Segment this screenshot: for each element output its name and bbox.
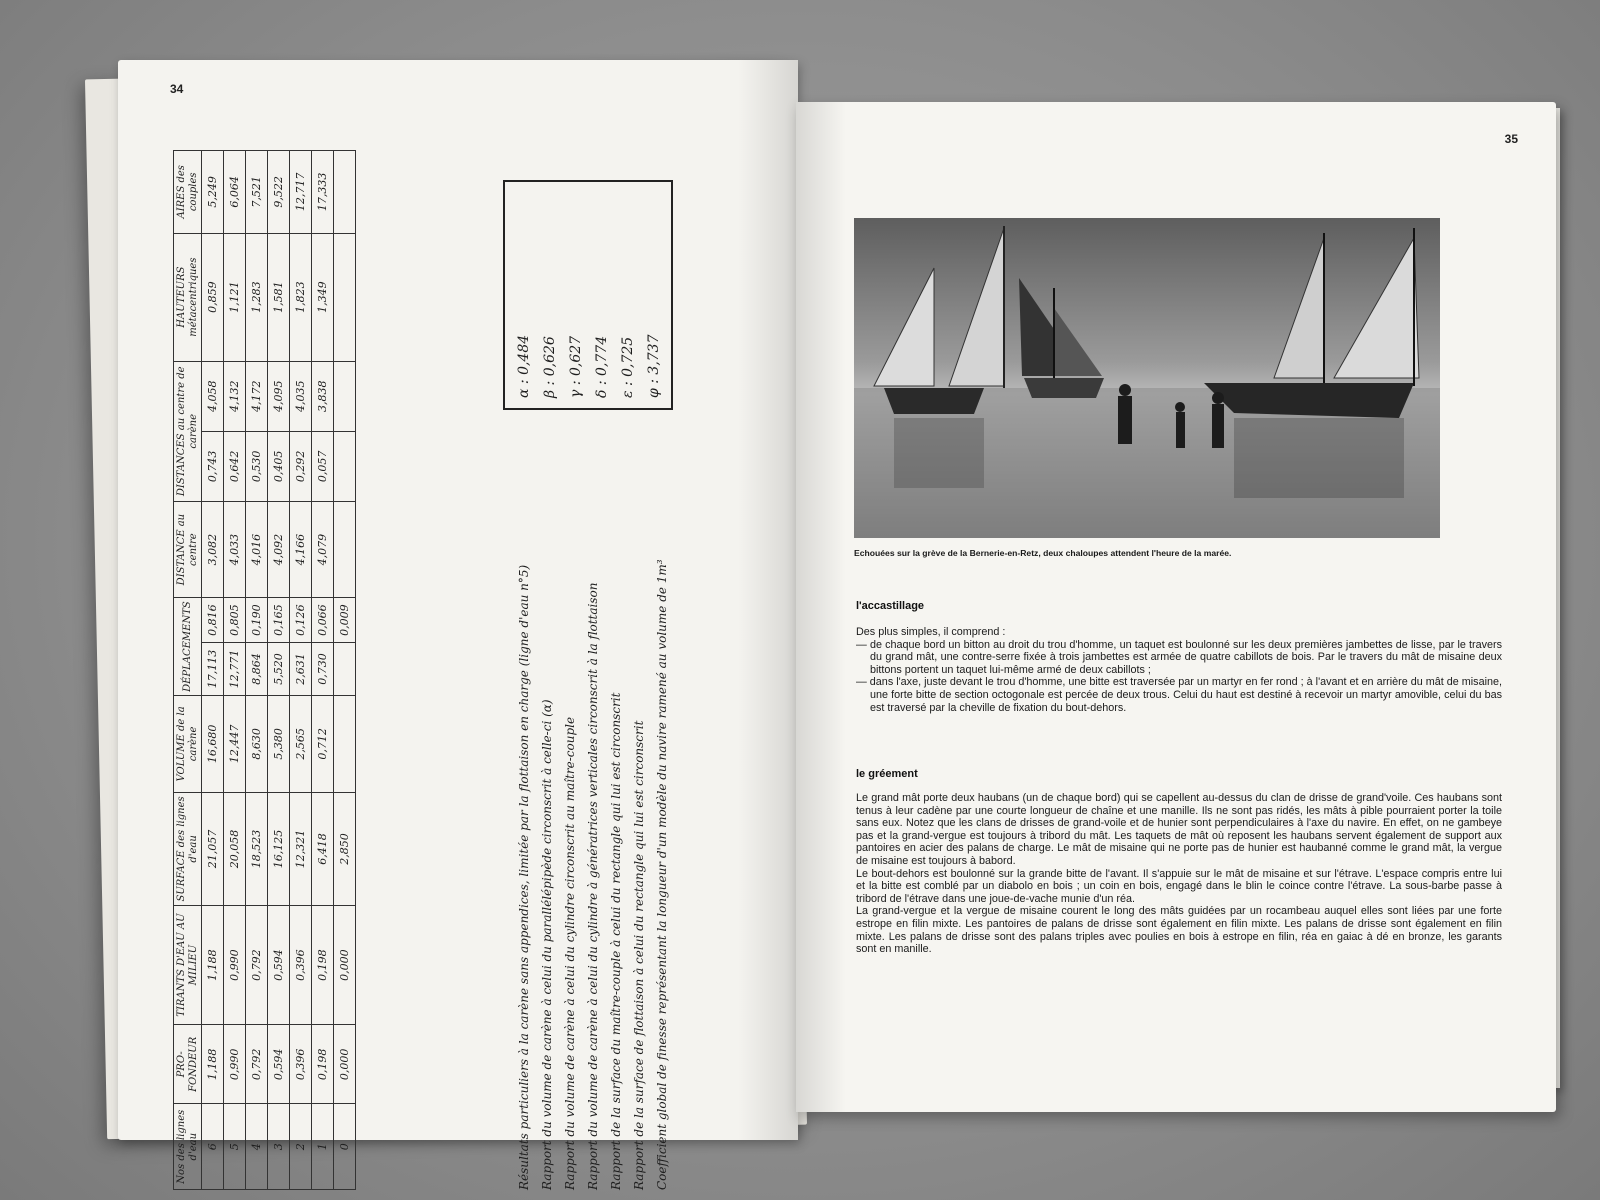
table-cell: 5,380 bbox=[268, 695, 290, 792]
table-cell: 12,717 bbox=[290, 151, 312, 234]
table-cell: 0,816 bbox=[202, 598, 224, 643]
table-cell: 17,113 bbox=[202, 643, 224, 696]
table-cell: 5,249 bbox=[202, 151, 224, 234]
table-cell: 3,838 bbox=[312, 361, 334, 431]
greement-paragraph-2: Le bout-dehors est boulonné sur la grande bitte de l'avant. Il s'appuie sur le mât de misaine et sur l'étrave. L'espace compris entre lui et la bitte est comblé par un diabolo en bois ; un coin en bois, engagé dans le blin le coince contre l'étrave. La sous-barbe passe à tribord de l'étrave dans une joue-de-vache munie d'un réa. bbox=[856, 867, 1502, 905]
hydrostatic-table bbox=[173, 150, 356, 1190]
table-cell: 0,792 bbox=[246, 1025, 268, 1104]
th-8: HAUTEURS métacentriques bbox=[174, 233, 202, 361]
greement-paragraph-3: La grand-vergue et la vergue de misaine courent le long des mâts guidées par un rocambeau auquel elles sont liées par une forte estrope en filin mixte. Les pantoires de palans de drisse sont également en filin mixte. Les palans de drisse sont également en filin mixte. Les palans de drisse sont des palans triples avec poulies en bois à estrope en filin, réa en gaiac à dé en bronze, les garants sont en manille. bbox=[856, 905, 1502, 956]
table-cell: 1,188 bbox=[202, 905, 224, 1024]
table-cell: 4,132 bbox=[224, 361, 246, 431]
table-cell: 1,581 bbox=[268, 233, 290, 361]
table-cell: 4,035 bbox=[290, 361, 312, 431]
table-cell: 4,092 bbox=[268, 501, 290, 597]
th-9: AIRES des couples bbox=[174, 151, 202, 234]
table-cell: 0,405 bbox=[268, 431, 290, 501]
table-cell: 0,712 bbox=[312, 695, 334, 792]
th-6: DISTANCE au centre bbox=[174, 501, 202, 597]
coef-epsilon: ε : 0,725 bbox=[620, 336, 636, 398]
table-cell: 0,000 bbox=[334, 905, 356, 1024]
result-line: Rapport du volume de carène à celui du cylindre à génératrices verticales circonscrit à la flottaison bbox=[586, 582, 600, 1190]
accastillage-intro: Des plus simples, il comprend : bbox=[856, 626, 1006, 638]
table-row bbox=[268, 151, 290, 1190]
table-cell: 0,990 bbox=[224, 1025, 246, 1104]
table-cell: 0,000 bbox=[334, 1025, 356, 1104]
table-cell: 1,121 bbox=[224, 233, 246, 361]
table-cell: 2,631 bbox=[290, 643, 312, 696]
table-cell: 1 bbox=[312, 1104, 334, 1190]
table-cell: 0,126 bbox=[290, 598, 312, 643]
left-page bbox=[118, 60, 798, 1190]
th-2: TIRANTS D'EAU AU MILIEU bbox=[174, 905, 202, 1024]
table-cell: 0,730 bbox=[312, 643, 334, 696]
table-cell: 0,292 bbox=[290, 431, 312, 501]
th-5: DÉPLACEMENTS bbox=[174, 598, 202, 696]
table-cell: 8,630 bbox=[246, 695, 268, 792]
table-cell: 12,447 bbox=[224, 695, 246, 792]
page-number-left: 34 bbox=[170, 82, 184, 96]
photo-caption: Echouées sur la grève de la Bernerie-en-Retz, deux chaloupes attendent l'heure de la marée. bbox=[854, 548, 1232, 558]
table-cell: 0,396 bbox=[290, 1025, 312, 1104]
table-cell: 1,349 bbox=[312, 233, 334, 361]
table-cell: 0,743 bbox=[202, 431, 224, 501]
accastillage-item-1: — de chaque bord un bitton au droit du trou d'homme, un taquet est boulonné sur les deux premières jambettes de lisse, par le travers du grand mât, une contre-serre fixée à trois jambettes est armée de quatre cabillots de bois. Par le travers du mât de misaine deux bittons portent un taquet lui-même armé de deux cabillots ; bbox=[856, 638, 1502, 676]
table-cell: 0,009 bbox=[334, 598, 356, 643]
greement-text bbox=[856, 792, 1502, 956]
table-cell: 4,095 bbox=[268, 361, 290, 431]
accastillage-text bbox=[856, 626, 1502, 714]
result-line: Rapport de la surface du maître-couple à celui du rectangle qui lui est circonscrit bbox=[609, 692, 623, 1190]
rotated-handwritten-sheet bbox=[173, 150, 723, 1190]
table-cell: 1,823 bbox=[290, 233, 312, 361]
table-cell: 0,530 bbox=[246, 431, 268, 501]
coef-alpha: α : 0,484 bbox=[516, 334, 532, 398]
table-row bbox=[290, 151, 312, 1190]
table-cell: 0,190 bbox=[246, 598, 268, 643]
table-cell: 6 bbox=[202, 1104, 224, 1190]
table-cell: 0,066 bbox=[312, 598, 334, 643]
boats-photo-image bbox=[854, 218, 1440, 538]
table-cell: 5,520 bbox=[268, 643, 290, 696]
right-page bbox=[796, 102, 1556, 1112]
table-cell bbox=[334, 233, 356, 361]
table-row bbox=[334, 151, 356, 1190]
table-cell: 0,396 bbox=[290, 905, 312, 1024]
table-cell: 0,642 bbox=[224, 431, 246, 501]
table-row bbox=[224, 151, 246, 1190]
table-cell: 4 bbox=[246, 1104, 268, 1190]
accastillage-item-2: — dans l'axe, juste devant le trou d'homme, une bitte est traversée par un martyr en fer rond ; à l'avant et en arrière du mât de misaine, une forte bitte de section octogonale est percée de deux trous. Celui du haut est destiné à recevoir un martyr amovible, celui du bas est traversé par la cheville de fixation du bout-dehors. bbox=[856, 676, 1502, 714]
table-cell: 0,805 bbox=[224, 598, 246, 643]
table-cell: 0,990 bbox=[224, 905, 246, 1024]
table-cell bbox=[334, 431, 356, 501]
coef-beta: β : 0,626 bbox=[542, 336, 558, 398]
table-cell: 6,418 bbox=[312, 792, 334, 905]
results-title: Résultats particuliers à la carène sans appendices, limitée par la flottaison en charge (ligne d'eau n°5) bbox=[517, 564, 531, 1190]
table-cell: 12,771 bbox=[224, 643, 246, 696]
table-cell: 0,594 bbox=[268, 905, 290, 1024]
th-4: VOLUME de la carène bbox=[174, 695, 202, 792]
table-row bbox=[202, 151, 224, 1190]
table-cell: 20,058 bbox=[224, 792, 246, 905]
table-row bbox=[246, 151, 268, 1190]
result-line: Rapport du volume de carène à celui du parallélépipède circonscrit à celle-ci (α) bbox=[540, 699, 554, 1190]
table-cell: 0,594 bbox=[268, 1025, 290, 1104]
table-body bbox=[202, 151, 356, 1190]
table-cell: 7,521 bbox=[246, 151, 268, 234]
table-cell: 0,198 bbox=[312, 1025, 334, 1104]
table-cell: 5 bbox=[224, 1104, 246, 1190]
result-line: Coefficient global de finesse représentant la longueur d'un modèle du navire ramené au volume de 1m³ bbox=[655, 559, 669, 1190]
heading-accastillage: l'accastillage bbox=[856, 600, 925, 612]
table-cell: 6,064 bbox=[224, 151, 246, 234]
table-cell bbox=[334, 361, 356, 431]
table-cell: 4,172 bbox=[246, 361, 268, 431]
th-0: Nos des lignes d'eau bbox=[174, 1104, 202, 1190]
result-line: Rapport du volume de carène à celui du cylindre circonscrit au maître-couple bbox=[563, 716, 577, 1190]
th-7: DISTANCES au centre de carène bbox=[174, 361, 202, 501]
greement-paragraph-1: Le grand mât porte deux haubans (un de chaque bord) qui se capellent au-dessus du clan de drisse de grand'voile. Ces haubans sont tenus à leur cadène par une courte longueur de chaîne et une manille. Ils ne sont pas ridés, les mâts à pible pourraient porter la toile sans eux. Notez que les clans de drisses de grand-voile et de hunier sont perpendiculaires à l'axe du navire. En effet, on ne gambeye pas et la grand-vergue est toujours à tribord du mât. Les taquets de mât où reposent les haubans servent également de support aux pantoires en acier des palans de charge. Le mât de misaine qui ne porte pas de hunier est haubanné comme le grand mât, la vergue de misaine est toujours à babord. bbox=[856, 792, 1502, 867]
table-cell: 12,321 bbox=[290, 792, 312, 905]
result-line: Rapport de la surface de flottaison à celui du rectangle qui lui est circonscrit bbox=[632, 720, 646, 1190]
table-cell: 4,058 bbox=[202, 361, 224, 431]
table-cell: 16,125 bbox=[268, 792, 290, 905]
table-cell: 1,283 bbox=[246, 233, 268, 361]
table-cell: 1,188 bbox=[202, 1025, 224, 1104]
page-number-right: 35 bbox=[1504, 132, 1518, 146]
coefficients-box bbox=[503, 180, 673, 410]
table-cell: 9,522 bbox=[268, 151, 290, 234]
photograph-beached-boats bbox=[854, 218, 1440, 538]
table-cell: 8,864 bbox=[246, 643, 268, 696]
table-cell: 21,057 bbox=[202, 792, 224, 905]
table-cell: 0,859 bbox=[202, 233, 224, 361]
table-cell: 4,016 bbox=[246, 501, 268, 597]
table-cell: 17,333 bbox=[312, 151, 334, 234]
table-cell: 2,565 bbox=[290, 695, 312, 792]
table-cell bbox=[334, 695, 356, 792]
table-cell: 0,198 bbox=[312, 905, 334, 1024]
table-cell: 2,850 bbox=[334, 792, 356, 905]
table-cell: 4,033 bbox=[224, 501, 246, 597]
heading-greement: le gréement bbox=[856, 768, 918, 780]
coef-phi: φ : 3,737 bbox=[646, 334, 662, 398]
table-cell bbox=[334, 501, 356, 597]
table-cell bbox=[334, 643, 356, 696]
table-cell: 16,680 bbox=[202, 695, 224, 792]
coef-gamma: γ : 0,627 bbox=[568, 335, 584, 398]
coef-delta: δ : 0,774 bbox=[594, 335, 610, 398]
table-cell: 0,165 bbox=[268, 598, 290, 643]
table-cell: 0 bbox=[334, 1104, 356, 1190]
th-3: SURFACE des lignes d'eau bbox=[174, 792, 202, 905]
table-cell: 4,166 bbox=[290, 501, 312, 597]
results-block bbox=[513, 430, 674, 1190]
table-cell: 3,082 bbox=[202, 501, 224, 597]
table-cell: 18,523 bbox=[246, 792, 268, 905]
table-cell: 0,057 bbox=[312, 431, 334, 501]
table-cell: 2 bbox=[290, 1104, 312, 1190]
th-1: PRO-FONDEUR bbox=[174, 1025, 202, 1104]
table-cell: 4,079 bbox=[312, 501, 334, 597]
table-cell: 3 bbox=[268, 1104, 290, 1190]
table-cell: 0,792 bbox=[246, 905, 268, 1024]
table-cell bbox=[334, 151, 356, 234]
table-row bbox=[312, 151, 334, 1190]
